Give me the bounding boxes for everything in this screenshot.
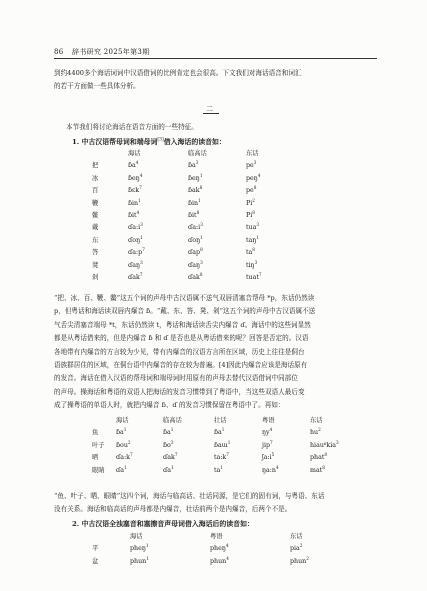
form-cell [214, 427, 224, 436]
row-gloss: 叶子 [92, 441, 105, 449]
lingao-cell [188, 210, 199, 219]
form-cell [163, 465, 174, 474]
heading-1-text: 1. 中古汉语帮母词和端母词 [72, 138, 158, 146]
form-cell-tone: 2 [127, 439, 131, 445]
running-header [54, 47, 149, 57]
row-character: 把 [92, 162, 99, 170]
form-cell-base: pheŋ [130, 545, 146, 553]
lingao-cell-base: ɗak [188, 274, 200, 281]
lin-cell-base: ɗa:p [128, 249, 143, 257]
dong-cell [246, 247, 255, 256]
form-cell [310, 440, 339, 449]
form-cell-tone: 4 [276, 464, 279, 470]
column-header: 临高话 [163, 417, 182, 424]
lingao-cell-base: ɓa [188, 162, 196, 170]
dong-cell-tone: 8 [252, 247, 255, 253]
form-cell-tone: 1 [145, 543, 149, 549]
lingao-cell-tone: 3 [195, 160, 199, 166]
form-cell-base: phun [290, 557, 307, 565]
dong-cell-base: tiŋ [246, 261, 255, 269]
form-cell-tone: 7 [174, 452, 178, 458]
form-cell-base: hiau⁶kia [310, 441, 336, 449]
form-cell [290, 556, 309, 565]
form-cell [262, 465, 279, 474]
form-cell-tone: 1 [170, 427, 174, 433]
lingao-cell-base: ɓak [188, 187, 200, 195]
form-cell-base: pheŋ [210, 545, 226, 553]
row-character: 戴 [92, 224, 99, 232]
form-cell-base: ɓa [163, 429, 171, 437]
lin-cell-base: ɗaŋ [128, 261, 141, 269]
form-cell-base: ɗa [163, 466, 172, 474]
form-cell-base: phun [210, 557, 227, 565]
lingao-cell-base: ɗap [188, 249, 201, 257]
lingao-cell-base: ɗoŋ [188, 236, 201, 244]
form-cell-tone: 4 [269, 427, 273, 433]
row-character: 平 [92, 545, 99, 553]
dong-cell-tone: 4 [257, 172, 261, 178]
heading-1-text-2: 借入海话的读音如： [163, 138, 226, 146]
lingao-cell-base: ɗa:i [188, 224, 201, 232]
form-cell-tone: 8 [324, 452, 328, 458]
lingao-cell [188, 222, 203, 231]
dong-cell-tone: 2 [252, 197, 255, 203]
form-cell [116, 440, 131, 449]
column-header: 东话 [290, 533, 303, 540]
dong-cell-base: pe [246, 162, 254, 170]
text-line: 的若干方面做一些具体分析。 [54, 82, 140, 91]
dong-cell [246, 272, 262, 281]
lingao-cell-tone: 1 [198, 197, 201, 203]
lingao-cell-tone: 8 [199, 271, 203, 277]
lin-cell [128, 198, 141, 207]
form-cell-tone: 3 [336, 439, 339, 445]
lingao-cell [188, 160, 198, 169]
form-cell [214, 452, 229, 461]
form-cell-tone: 1 [124, 464, 127, 470]
column-header: 临高话 [188, 150, 207, 157]
form-cell [310, 465, 325, 474]
form-cell-base: ŋa:n [262, 466, 276, 474]
row-character: 盆 [92, 557, 99, 565]
lingao-cell [188, 247, 203, 256]
form-cell [210, 556, 229, 565]
text-line: “鱼、叶子、晒、眼睛”这四个词，海话与临高话、壮话同源，是它们的固有词，与粤语、东话 [54, 492, 325, 500]
form-cell-base: jip [262, 441, 270, 449]
form-cell-tone: 4 [226, 555, 229, 561]
form-cell-base: ɓa [116, 429, 124, 437]
paragraph-2 [54, 292, 377, 413]
form-cell-base: pia [290, 545, 300, 553]
section-intro: 本节我们将讨论海话在语音方面的一些特征。 [66, 123, 198, 131]
form-cell-tone: 1 [220, 464, 223, 470]
dong-cell [246, 235, 259, 244]
text-line: 的发音。海话在借入汉语的帮母词和端母词时用原有的声母去替代汉语借词中同部位 [54, 374, 298, 383]
dong-cell-tone: 7 [258, 271, 262, 277]
dong-cell-base: pe [246, 187, 254, 195]
form-cell [163, 440, 174, 449]
row-gloss: 晒 [92, 454, 99, 462]
lin-cell [128, 222, 143, 231]
form-cell-tone: 1 [123, 427, 127, 433]
lingao-cell-base: ɓit [188, 212, 197, 220]
heading-1 [72, 136, 226, 146]
row-character: 剁 [92, 273, 99, 281]
lingao-cell [188, 173, 203, 182]
lingao-cell-tone: 1 [200, 234, 203, 240]
dong-cell-base: taŋ [246, 236, 257, 244]
dong-cell-tone: 8 [252, 209, 255, 215]
form-cell [116, 427, 126, 436]
form-cell [163, 427, 173, 436]
lin-cell-tone: 7 [139, 271, 143, 277]
form-cell-base: phat [310, 454, 325, 462]
form-cell [262, 452, 274, 461]
lingao-cell-base: ɗaŋ [188, 261, 201, 269]
form-cell-tone: 7 [226, 452, 229, 458]
lin-cell-base: ɓeŋ [128, 174, 140, 182]
column-header: 海话 [128, 150, 141, 157]
row-character: 百 [92, 187, 99, 195]
form-cell [210, 543, 229, 552]
form-cell-tone: 1 [171, 464, 174, 470]
text-line: 没有关系。海话和临高话的声母都是内爆音，壮话前两个是内爆音，后两个不是。 [54, 505, 292, 514]
lingao-cell [188, 185, 202, 194]
form-cell-tone: 8 [322, 464, 325, 470]
form-cell [214, 465, 223, 474]
lin-cell [128, 210, 139, 219]
lin-cell-tone: 4 [139, 172, 143, 178]
row-gloss: 眼睛 [92, 466, 105, 474]
lin-cell-tone: 3 [140, 222, 143, 228]
row-character: 冰 [92, 174, 99, 182]
column-header: 粤语 [262, 417, 275, 424]
page-number: 86 [54, 48, 64, 56]
lin-cell [128, 185, 142, 194]
form-cell-tone: 4 [225, 543, 229, 549]
lin-cell [128, 260, 143, 269]
dong-cell [246, 160, 256, 169]
dong-cell-tone: 3 [254, 259, 258, 265]
intro-paragraph [54, 67, 377, 94]
lin-cell-tone: 3 [140, 259, 143, 265]
column-header: 海话 [130, 533, 143, 540]
lingao-cell [188, 235, 203, 244]
heading-2: 2. 中古汉语全浊塞音和塞擦音声母词借入海话后的读音如： [72, 520, 254, 528]
lin-cell-tone: 1 [138, 197, 141, 203]
lin-cell-base: ɓit [128, 212, 137, 220]
lin-cell [128, 235, 143, 244]
dong-cell-base: tua [246, 224, 257, 232]
lingao-cell-tone: 8 [196, 209, 200, 215]
form-cell [262, 427, 272, 436]
column-header: 东话 [246, 150, 259, 157]
section-number: 二 [206, 105, 213, 113]
form-cell-tone: 1 [146, 555, 149, 561]
row-character: 鳖 [92, 211, 99, 219]
journal-title: 辞书研究 2025年第3期 [72, 48, 150, 56]
lin-cell-base: ɗa:i [128, 224, 141, 232]
row-gloss: 鱼 [92, 429, 99, 437]
paragraph-3 [54, 490, 377, 517]
lin-cell [128, 272, 143, 281]
form-cell-base: ɓou [116, 441, 128, 449]
dong-cell-base: Pi [246, 199, 253, 207]
form-cell-base: ŋy [262, 429, 270, 437]
lin-cell-tone: 7 [142, 247, 145, 253]
text-line: 到约4400多个海话词词中汉语借词的比例肯定也会很高。下文我们对海话语音和词汇 [54, 69, 302, 77]
form-cell-base: ɗak [163, 454, 175, 462]
text-line: 的声母。操海话和粤语的双语人把海话的发音习惯带到了粤语中，当这些双语人最后变 [54, 387, 305, 396]
form-cell-tone: 2 [318, 427, 321, 433]
dong-cell [246, 210, 255, 219]
lingao-cell-tone: 3 [200, 222, 203, 228]
dong-cell [246, 198, 255, 207]
form-cell-base: ɓaɯ [214, 441, 228, 449]
dong-cell-base: peŋ [246, 174, 258, 182]
lingao-cell-tone: 1 [199, 172, 203, 178]
form-cell-base: ta:k [214, 454, 227, 462]
header-rule [54, 58, 377, 59]
dong-cell-base: tuat [246, 274, 259, 281]
lin-cell [128, 247, 145, 256]
lin-cell-base: ɗoŋ [128, 236, 141, 244]
dong-cell-base: Pi [246, 212, 253, 220]
lin-cell [128, 173, 143, 182]
citation-ref: [3] [157, 137, 164, 143]
lin-cell-base: ɓa [128, 162, 136, 170]
form-cell-tone: 5 [271, 452, 275, 458]
form-cell-base: ta [214, 466, 221, 474]
lingao-cell-tone: 8 [199, 185, 203, 191]
text-line: “把、冰、百、鞭、鳖”这五个词的声母中古汉语属不送气双唇清塞音帮母 *p，东话仍然读 [54, 294, 315, 302]
form-cell-base: ɗa:k [116, 454, 130, 462]
form-cell-base: phun [130, 557, 147, 565]
lingao-cell-base: ɓin [188, 199, 199, 207]
lin-cell [128, 160, 138, 169]
lingao-cell [188, 198, 201, 207]
text-line: 各地带有内爆音的方言较为少见，带有内爆音的汉语方言所在区域，历史上往往是侗台 [54, 347, 305, 356]
lin-cell-base: ɓɛk [128, 187, 140, 195]
form-cell-tone: 2 [299, 543, 303, 549]
dong-cell-tone: 1 [256, 234, 260, 240]
form-cell [310, 452, 327, 461]
form-cell-tone: 7 [130, 452, 133, 458]
dong-cell [246, 173, 261, 182]
form-cell-base: ɗa [116, 466, 125, 474]
form-cell-tone: 1 [227, 439, 231, 445]
dong-cell-tone: 8 [253, 185, 257, 191]
text-line: 成了操粤语的单语人时，就把内爆音 ɓ、ɗ 的发音习惯保留在粤语中了。再如： [54, 401, 285, 410]
lin-cell-tone: 4 [136, 209, 140, 215]
lin-cell-tone: 1 [140, 234, 143, 240]
column-header: 粤语 [210, 533, 223, 540]
text-line: 语族群居住的区域，在侗台语中内爆音的存在较为普遍。[4]因此内爆音应该是海话原有 [54, 361, 308, 370]
form-cell-tone: 7 [270, 439, 273, 445]
column-header: 东话 [310, 417, 323, 424]
form-cell-base: mat [310, 466, 323, 474]
section-rule [203, 113, 219, 114]
dong-cell [246, 222, 259, 231]
dong-cell-tone: 3 [256, 222, 260, 228]
form-cell-tone: 2 [306, 555, 309, 561]
lingao-cell-tone: 3 [200, 259, 203, 265]
text-line: 气舌尖清塞音端母 *t，东话仍然读 t，粤话和海话读舌尖内爆音 ɗ。海话中的这些词显然 [54, 320, 311, 329]
row-character: 凳 [92, 261, 99, 269]
column-header: 壮话 [214, 417, 227, 424]
column-header: 海话 [116, 417, 129, 424]
text-line: p，但粤话和海话读双唇内爆音 ɓ。“戴、东、答、凳、剁”这五个词的声母中古汉语属不送 [54, 307, 316, 316]
form-cell [116, 452, 133, 461]
lingao-cell [188, 272, 203, 281]
form-cell-base: ɓa [214, 429, 222, 437]
form-cell-base: hu [310, 429, 319, 437]
dong-cell-base: ta [246, 249, 253, 257]
form-cell [214, 440, 230, 449]
form-cell-base: ʃa:i [262, 454, 272, 462]
form-cell-tone: 3 [170, 439, 174, 445]
form-cell [262, 440, 273, 449]
form-cell [163, 452, 178, 461]
row-character: 东 [92, 236, 99, 244]
lingao-cell-tone: 8 [200, 247, 203, 253]
form-cell [130, 556, 149, 565]
form-cell [310, 427, 321, 436]
form-cell [116, 465, 127, 474]
lin-cell-tone: 7 [139, 185, 142, 191]
lingao-cell-base: ɓeŋ [188, 174, 200, 182]
row-character: 答 [92, 249, 99, 257]
lin-cell-base: ɗak [128, 274, 140, 281]
lin-cell-tone: 4 [135, 160, 139, 166]
form-cell-base: ɓo [163, 441, 171, 449]
text-line: 都是从粤话借来的，但是内爆音 ɓ 和 ɗ 是否也是从粤话借来的呢？回答是否定的。汉语 [54, 334, 309, 343]
form-cell-tone: 1 [221, 427, 225, 433]
dong-cell-tone: 3 [253, 160, 257, 166]
form-cell [130, 543, 149, 552]
row-character: 鞭 [92, 199, 99, 207]
lin-cell-base: ɓin [128, 199, 139, 207]
dong-cell [246, 185, 256, 194]
lingao-cell [188, 260, 203, 269]
form-cell [290, 543, 302, 552]
dong-cell [246, 260, 257, 269]
